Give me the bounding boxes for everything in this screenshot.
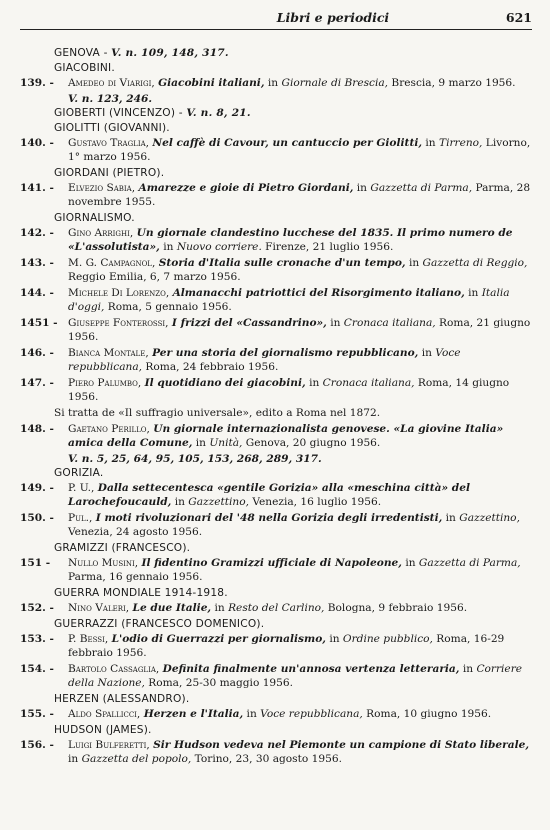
entry-title: Dalla settecentesca «gentile Gorizia» alla «meschina città» del Larochefoucauld, [68, 482, 470, 508]
entry-body [68, 738, 532, 766]
entry-connector: in [459, 663, 477, 675]
section-heading [20, 61, 532, 75]
entry-title: Amarezze e gioie di Pietro Giordani, [138, 182, 354, 194]
entry-number: 144. - [20, 287, 54, 299]
entry-place-date: Torino, 23, 30 agosto 1956. [191, 753, 342, 765]
entry-author: Michele Di Lorenzo, [68, 287, 170, 299]
entry-author: Aldo Spallicci, [68, 708, 141, 720]
entry-place-date: Roma, 16-29 febbraio 1956. [68, 633, 505, 659]
entry-title: Herzen e l'Italia, [143, 708, 244, 720]
entry-connector: in [405, 257, 423, 269]
bibliography-entry [20, 136, 532, 164]
heading-text: GUERRA MONDIALE 1914-1918. [54, 587, 228, 599]
entry-body [68, 632, 532, 660]
heading-text: GIACOBINI. [54, 62, 115, 74]
bibliography-entry [20, 346, 532, 374]
entry-title: Definita finalmente un'annosa vertenza letteraria, [162, 663, 460, 675]
entry-place-date: Parma, 28 novembre 1955. [68, 182, 531, 208]
entry-publication: Ordine pubblico, [342, 633, 433, 645]
entry-place-date: Venezia, 24 agosto 1956. [68, 526, 203, 538]
entry-publication: Gazzetta di Parma, [370, 182, 473, 194]
entry-connector: in [464, 287, 482, 299]
entry-publication: Cronaca italiana, [322, 377, 415, 389]
entry-number: 148. - [20, 423, 54, 435]
bibliography-entry [20, 556, 532, 584]
entry-number: 156. - [20, 739, 54, 751]
entry-body [68, 422, 532, 450]
entry-author: P. U., [68, 482, 95, 494]
entry-number: 155. - [20, 708, 54, 720]
entry-place-date: Venezia, 16 luglio 1956. [248, 496, 382, 508]
entry-author: Gino Arrighi, [68, 227, 134, 239]
bibliography-entry [20, 316, 532, 344]
heading-text: GIORDANI (PIETRO). [54, 167, 165, 179]
entry-number: 149. - [20, 482, 54, 494]
entry-author: Piero Palumbo, [68, 377, 142, 389]
entry-body [68, 226, 532, 254]
entry-connector: in [401, 557, 419, 569]
entry-number: 151 - [20, 557, 51, 569]
entry-number: 146. - [20, 347, 54, 359]
bibliography-entry [20, 226, 532, 254]
bibliography-entry [20, 376, 532, 404]
running-header [20, 0, 532, 30]
running-title: Libri e periodici [276, 10, 390, 25]
heading-text: GENOVA - [54, 47, 112, 59]
entry-connector: in [68, 753, 82, 765]
bibliography-entry [20, 662, 532, 690]
entry-title: Le due Italie, [132, 602, 212, 614]
entry-title: I frizzi del «Cassandrino», [171, 317, 327, 329]
entry-publication: Resto del Carlino, [228, 602, 325, 614]
bibliography-entry [20, 76, 532, 90]
entry-place-date: Roma, 5 gennaio 1956. [104, 301, 232, 313]
entry-title: Un giornale clandestino lucchese del 1835. Il primo numero de «L'assolutista», [68, 227, 513, 253]
entry-body [68, 346, 532, 374]
entry-number: 141. - [20, 182, 54, 194]
entry-title: Sir Hudson vedeva nel Piemonte un campione di Stato liberale, [153, 739, 530, 751]
entry-place-date: Bologna, 9 febbraio 1956. [324, 602, 468, 614]
entry-publication: Cronaca italiana, [343, 317, 436, 329]
entry-body [68, 556, 532, 584]
entry-publication: Voce repubblicana, [68, 347, 461, 373]
entry-connector: in [353, 182, 371, 194]
entry-number: 142. - [20, 227, 54, 239]
entry-author: Giuseppe Fonterossi, [68, 317, 169, 329]
entry-publication: Nuovo corriere. [176, 241, 262, 253]
entry-connector: in [171, 496, 189, 508]
entry-place-date: Roma, 24 febbraio 1956. [142, 361, 279, 373]
entry-number: 152. - [20, 602, 54, 614]
bibliography-entry [20, 481, 532, 509]
bibliography-entry [20, 511, 532, 539]
entry-title: Storia d'Italia sulle cronache d'un tempo, [158, 257, 406, 269]
heading-text: HERZEN (ALESSANDRO). [54, 693, 190, 705]
entry-publication: Gazzetta di Parma, [418, 557, 521, 569]
entry-title: I moti rivoluzionari del '48 nella Gorizia degli irredentisti, [95, 512, 443, 524]
entry-number: 1451 - [20, 317, 58, 329]
entry-author: M. G. Campagnol, [68, 257, 156, 269]
entry-publication: Gazzetta di Reggio, [422, 257, 528, 269]
entry-body [68, 76, 532, 90]
entry-publication: Gazzetta del popolo, [81, 753, 192, 765]
entry-number: 153. - [20, 633, 54, 645]
section-heading [20, 617, 532, 631]
entry-publication: Italia d'oggi, [68, 287, 510, 313]
entry-place-date: Roma, 10 giugno 1956. [362, 708, 492, 720]
entry-author: Pul., [68, 512, 93, 524]
bibliography-entry [20, 632, 532, 660]
entry-note: Si tratta de «Il suffragio universale», edito a Roma nel 1872. [54, 407, 381, 419]
heading-text: GORIZIA. [54, 467, 104, 479]
entry-title: Un giornale internazionalista genovese. «La giovine Italia» amica della Comune, [68, 423, 504, 449]
cross-reference: V. n. 123, 246. [68, 93, 153, 105]
entry-author: Gaetano Perillo, [68, 423, 150, 435]
entry-connector: in [264, 77, 282, 89]
entry-publication: Corriere della Nazione, [68, 663, 523, 689]
entry-author: Gustavo Traglia, [68, 137, 150, 149]
entry-author: Luigi Bulferetti, [68, 739, 150, 751]
entry-author: Nino Valeri, [68, 602, 130, 614]
entry-body [68, 707, 532, 721]
entry-place-date: Livorno, 1° marzo 1956. [68, 137, 531, 163]
entry-body [68, 511, 532, 539]
entry-place-date: Roma, 25-30 maggio 1956. [144, 677, 294, 689]
section-heading [20, 466, 532, 480]
entry-connector: in [211, 602, 229, 614]
heading-text: HUDSON (JAMES). [54, 724, 152, 736]
entry-body [68, 601, 532, 615]
entry-place-date: Parma, 16 gennaio 1956. [68, 571, 203, 583]
entry-connector: in [305, 377, 323, 389]
section-heading [20, 723, 532, 737]
entry-title: Giacobini italiani, [158, 77, 265, 89]
bibliography-list [20, 46, 532, 766]
section-heading [20, 541, 532, 555]
heading-text: GIOLITTI (GIOVANNI). [54, 122, 170, 134]
entry-connector: in [422, 137, 439, 149]
entry-title: Il fidentino Gramizzi ufficiale di Napoleone, [141, 557, 402, 569]
entry-number: 143. - [20, 257, 54, 269]
entry-author: Amedeo di Viarigi, [68, 77, 155, 89]
bibliography-entry [20, 707, 532, 721]
entry-publication: Giornale di Brescia, [281, 77, 389, 89]
entry-author: Elvezio Sabia, [68, 182, 136, 194]
entry-connector: in [243, 708, 261, 720]
entry-number: 150. - [20, 512, 54, 524]
entry-place-date: Brescia, 9 marzo 1956. [388, 77, 516, 89]
bibliography-entry [20, 256, 532, 284]
entry-title: Nel caffè di Cavour, un cantuccio per Giolitti, [152, 137, 423, 149]
section-heading [20, 586, 532, 600]
entry-body [68, 181, 532, 209]
entry-title: Per una storia del giornalismo repubblicano, [152, 347, 419, 359]
entry-connector: in [159, 241, 177, 253]
bibliography-entry [20, 738, 532, 766]
entry-publication: Gazzettino, [459, 512, 520, 524]
entry-body [68, 316, 532, 344]
entry-body [68, 662, 532, 690]
entry-publication: Unità, [209, 437, 243, 449]
entry-title: L'odio di Guerrazzi per giornalismo, [111, 633, 326, 645]
entry-body [68, 136, 532, 164]
entry-title: Il quotidiano dei giacobini, [144, 377, 306, 389]
heading-text: GIORNALISMO. [54, 212, 135, 224]
bibliography-entry [20, 601, 532, 615]
entry-author: Bartolo Cassaglia, [68, 663, 160, 675]
entry-place-date: Reggio Emilia, 6, 7 marzo 1956. [68, 271, 241, 283]
entry-publication: Voce repubblicana, [260, 708, 363, 720]
bibliography-entry [20, 181, 532, 209]
entry-place-date: Roma, 21 giugno 1956. [68, 317, 531, 343]
bibliography-entry [20, 422, 532, 450]
section-heading [20, 166, 532, 180]
entry-connector: in [325, 633, 343, 645]
entry-body [68, 376, 532, 404]
section-heading [20, 692, 532, 706]
section-heading [20, 46, 532, 60]
entry-connector: in [192, 437, 210, 449]
entry-publication: Tirreno, [439, 137, 483, 149]
entry-connector: in [418, 347, 436, 359]
cross-reference: V. n. 5, 25, 64, 95, 105, 153, 268, 289, 317. [68, 453, 322, 465]
entry-author: Bianca Montale, [68, 347, 149, 359]
section-heading [20, 121, 532, 135]
cross-reference: V. n. 109, 148, 317. [111, 47, 229, 59]
entry-place-date: Roma, 14 giugno 1956. [68, 377, 510, 403]
section-heading [20, 106, 532, 120]
entry-number: 140. - [20, 137, 54, 149]
entry-place-date: Firenze, 21 luglio 1956. [261, 241, 394, 253]
entry-connector: in [326, 317, 344, 329]
entry-body [68, 256, 532, 284]
section-heading [20, 211, 532, 225]
entry-number: 154. - [20, 663, 54, 675]
heading-text: GIOBERTI (VINCENZO) - [54, 107, 187, 119]
entry-author: Nullo Musini, [68, 557, 139, 569]
page-number: 621 [505, 10, 532, 25]
heading-text: GUERRAZZI (FRANCESCO DOMENICO). [54, 618, 265, 630]
entry-place-date: Genova, 20 giugno 1956. [242, 437, 381, 449]
entry-body [68, 481, 532, 509]
entry-number: 147. - [20, 377, 54, 389]
bibliography-entry [20, 286, 532, 314]
entry-connector: in [442, 512, 460, 524]
heading-text: GRAMIZZI (FRANCESCO). [54, 542, 191, 554]
cross-reference: V. n. 8, 21. [186, 107, 251, 119]
entry-publication: Gazzettino, [188, 496, 249, 508]
entry-body [68, 286, 532, 314]
entry-author: P. Bessi, [68, 633, 109, 645]
entry-number: 139. - [20, 77, 54, 89]
entry-title: Almanacchi patriottici del Risorgimento italiano, [172, 287, 465, 299]
